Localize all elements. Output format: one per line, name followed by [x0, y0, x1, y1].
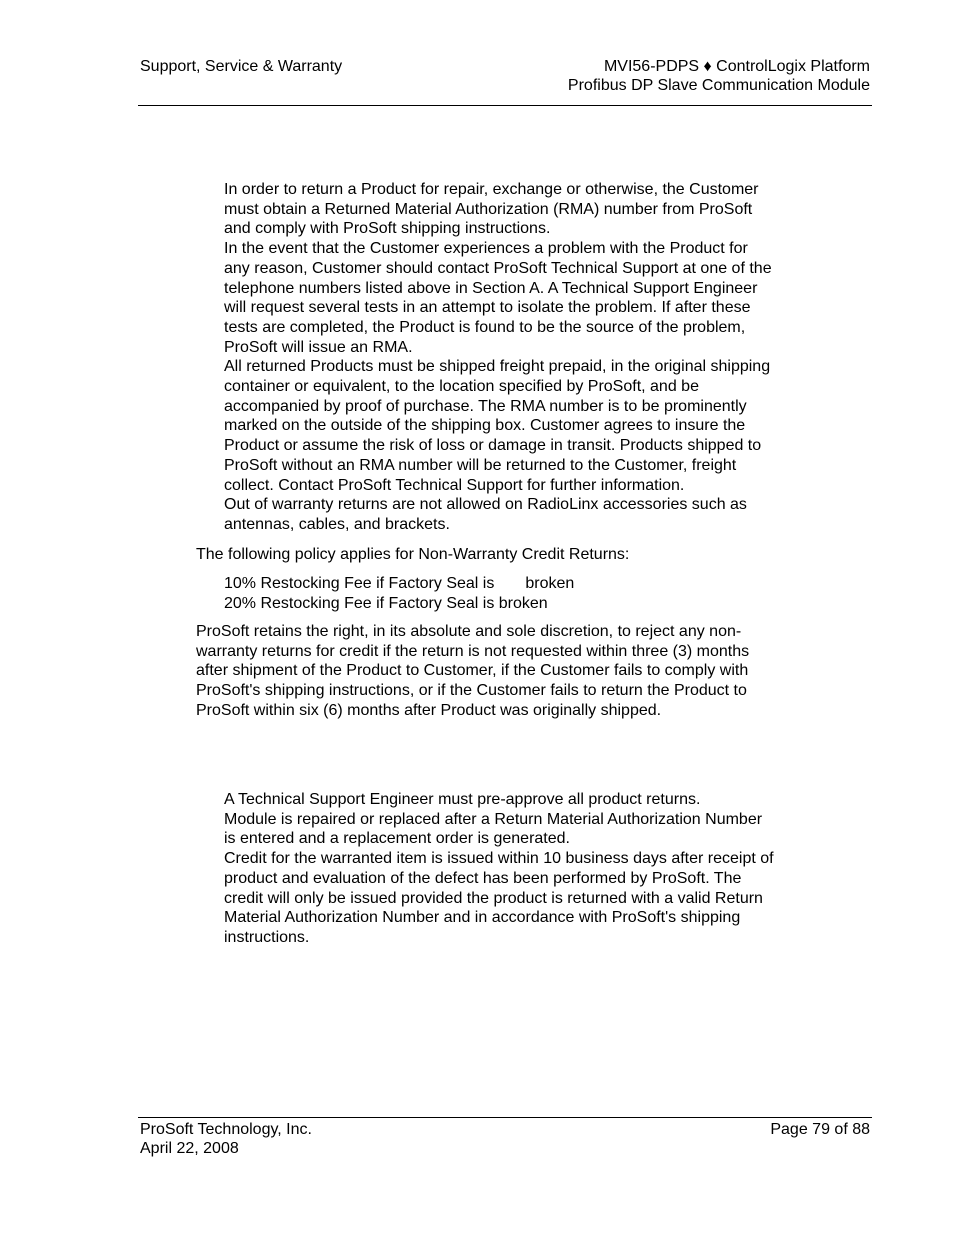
header-product-title — [568, 57, 870, 95]
text-line: accompanied by proof of purchase. The RMA number is to be prominently — [224, 397, 747, 415]
text-line: is entered and a replacement order is generated. — [224, 830, 570, 848]
text-line: ProSoft retains the right, in its absolute and sole discretion, to reject any non- — [196, 623, 742, 640]
text-line: Credit for the warranted item is issued within 10 business days after receipt of — [224, 850, 774, 868]
text-line: any reason, Customer should contact ProSoft Technical Support at one of the — [224, 259, 772, 277]
header-section-title: Support, Service & Warranty — [140, 58, 343, 75]
warranty-returns-list — [224, 790, 774, 948]
header-divider — [138, 105, 872, 106]
text-line: In the event that the Customer experiences a problem with the Product for — [224, 240, 748, 258]
text-line: and comply with ProSoft shipping instructions. — [224, 220, 551, 238]
restocking-fee-text: broken — [525, 575, 575, 592]
footer-company: ProSoft Technology, Inc. — [140, 1121, 312, 1138]
policy-intro — [196, 545, 629, 565]
text-line: after shipment of the Product to Customer, if the Customer fails to comply with — [196, 662, 749, 680]
restocking-fee-item — [224, 574, 574, 594]
header-product-line: MVI56-PDPS ♦ ControlLogix Platform — [603, 58, 870, 75]
footer-divider — [138, 1117, 872, 1118]
restocking-fee-text: 10% Restocking Fee if Factory Seal is — [224, 575, 495, 592]
text-line: In order to return a Product for repair, exchange or otherwise, the Customer — [224, 181, 759, 198]
restocking-fee-item: 20% Restocking Fee if Factory Seal is broken — [224, 594, 548, 612]
text-line: antennas, cables, and brackets. — [224, 515, 450, 533]
text-line: Module is repaired or replaced after a Return Material Authorization Number — [224, 810, 763, 828]
text-line: telephone numbers listed above in Section A. A Technical Support Engineer — [224, 279, 758, 297]
text-line: ProSoft's shipping instructions, or if the Customer fails to return the Product to — [196, 682, 747, 700]
text-line: tests are completed, the Product is found to be the source of the problem, — [224, 318, 746, 336]
return-procedure-list — [224, 180, 772, 535]
header-module-line: Profibus DP Slave Communication Module — [567, 77, 870, 94]
text-line: Product or assume the risk of loss or damage in transit. Products shipped to — [224, 437, 762, 455]
text-line: ProSoft within six (6) months after Product was originally shipped. — [196, 701, 662, 719]
footer-date: April 22, 2008 — [140, 1140, 239, 1157]
text-line: A Technical Support Engineer must pre-approve all product returns. — [224, 791, 701, 808]
restocking-fee-list — [224, 574, 574, 613]
text-line: ProSoft without an RMA number will be returned to the Customer, freight — [224, 456, 737, 474]
text-line: The following policy applies for Non-Warranty Credit Returns: — [196, 546, 630, 563]
text-line: Material Authorization Number and in accordance with ProSoft's shipping — [224, 909, 741, 927]
text-line: will request several tests in an attempt to isolate the problem. If after these — [224, 299, 751, 317]
text-line: Out of warranty returns are not allowed on RadioLinx accessories such as — [224, 496, 747, 514]
footer-company-info — [140, 1120, 312, 1158]
text-line: instructions. — [224, 928, 310, 946]
text-line: product and evaluation of the defect has been performed by ProSoft. The — [224, 869, 742, 887]
text-line: marked on the outside of the shipping box. Customer agrees to insure the — [224, 417, 746, 435]
text-line: All returned Products must be shipped freight prepaid, in the original shipping — [224, 358, 771, 376]
text-line: warranty returns for credit if the return is not requested within three (3) months — [196, 642, 750, 660]
text-line: must obtain a Returned Material Authorization (RMA) number from ProSoft — [224, 200, 753, 218]
retention-paragraph — [196, 622, 749, 721]
text-line: collect. Contact ProSoft Technical Support for further information. — [224, 476, 685, 494]
footer-page-number: Page 79 of 88 — [770, 1121, 870, 1138]
text-line: container or equivalent, to the location specified by ProSoft, and be — [224, 378, 699, 396]
text-line: ProSoft will issue an RMA. — [224, 338, 413, 356]
text-line: credit will only be issued provided the product is returned with a valid Return — [224, 889, 763, 907]
